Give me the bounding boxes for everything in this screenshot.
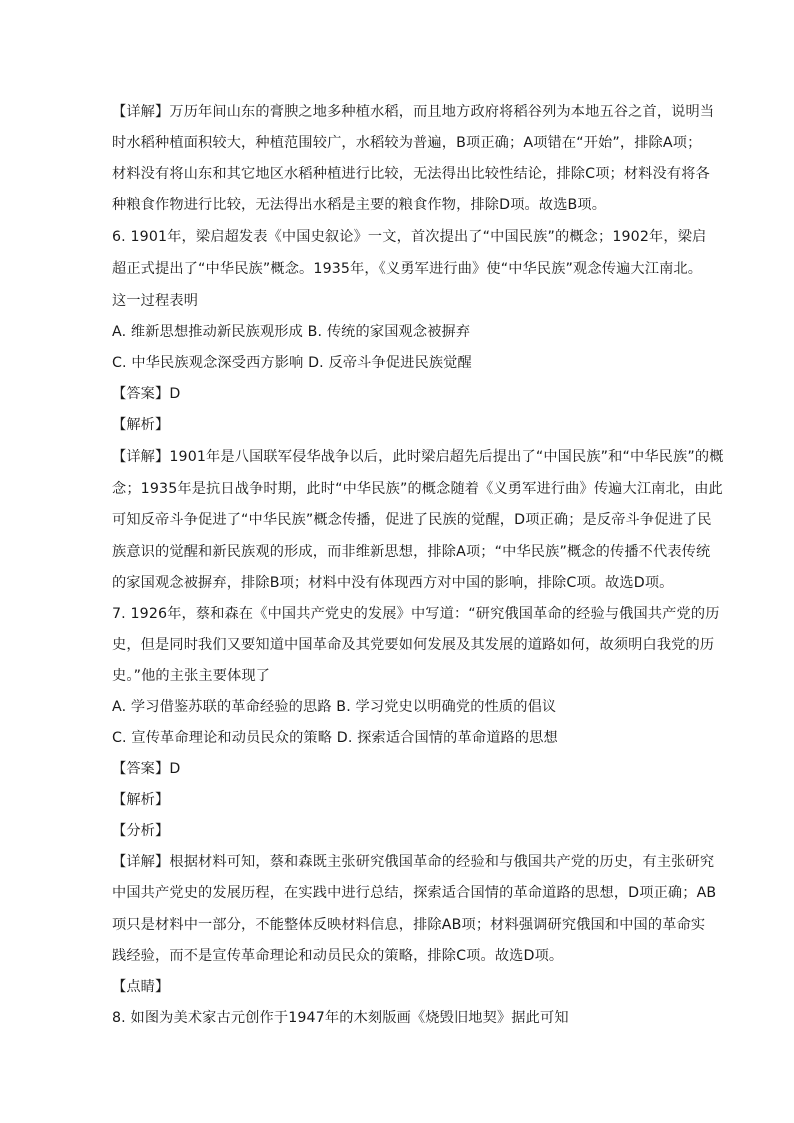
fenxi-label: 【分析】	[112, 823, 170, 839]
text-line: 这一过程表明	[112, 293, 199, 309]
answer-label: 【答案】D	[112, 761, 181, 777]
option-row: A. 维新思想推动新民族观形成 B. 传统的家国观念被摒弃	[112, 324, 471, 340]
text-line: 【详解】根据材料可知，蔡和森既主张研究俄国革命的经验和与俄国共产党的历史，有主张研究	[112, 854, 715, 870]
analysis-label: 【解析】	[112, 417, 170, 433]
text-line: 中国共产党史的发展历程，在实践中进行总结，探索适合国情的革命道路的思想，D项正确；AB	[112, 885, 717, 901]
text-line: 【详解】1901年是八国联军侵华战争以后，此时梁启超先后提出了“中国民族”和“中华民族”的概	[112, 449, 724, 465]
text-line: 可知反帝斗争促进了“中华民族”概念传播，促进了民族的觉醒，D项正确；是反帝斗争促进了民	[112, 512, 712, 528]
text-line: 时水稻种植面积较大，种植范围较广，水稻较为普遍，B项正确；A项错在“开始”，排除A项；	[112, 135, 702, 151]
text-line: 念；1935年是抗日战争时期，此时“中华民族”的概念随着《义勇军进行曲》传遍大江南北，由此	[112, 481, 723, 497]
text-line: 项只是材料中一部分，不能整体反映材料信息，排除AB项；材料强调研究俄国和中国的革命实	[112, 917, 706, 933]
analysis-label: 【解析】	[112, 792, 170, 808]
option-row: A. 学习借鉴苏联的革命经验的思路 B. 学习党史以明确党的性质的倡议	[112, 699, 557, 715]
text-line: 的家国观念被摒弃，排除B项；材料中没有体现西方对中国的影响，排除C项。故选D项。	[112, 575, 674, 591]
question-8-stem: 8. 如图为美术家古元创作于1947年的木刻版画《烧毁旧地契》据此可知	[112, 1010, 569, 1026]
text-line: 践经验，而不是宣传革命理论和动员民众的策略，排除C项。故选D项。	[112, 948, 564, 964]
text-line: 族意识的觉醒和新民族观的形成，而非维新思想，排除A项；“中华民族”概念的传播不代表传统	[112, 544, 711, 560]
text-line: 材料没有将山东和其它地区水稻种植进行比较，无法得出比较性结论，排除C项；材料没有将各	[112, 166, 710, 182]
text-line: 史，但是同时我们又要知道中国革命及其党要如何发展及其发展的道路如何，故须明白我党的历	[112, 637, 715, 653]
text-line: 【详解】万历年间山东的膏腴之地多种植水稻，而且地方政府将稻谷列为本地五谷之首，说明当	[112, 104, 715, 120]
text-line: 史。”他的主张主要体现了	[112, 668, 271, 684]
text-line: 超正式提出了“中华民族”概念。1935年，《义勇军进行曲》使“中华民族”观念传遍大江南北。	[112, 261, 703, 277]
option-row: C. 宣传革命理论和动员民众的策略 D. 探索适合国情的革命道路的思想	[112, 730, 558, 746]
answer-label: 【答案】D	[112, 386, 181, 402]
question-6-stem: 6. 1901年，梁启超发表《中国史叙论》一文，首次提出了“中国民族”的概念；1902年，梁启	[112, 229, 707, 245]
option-row: C. 中华民族观念深受西方影响 D. 反帝斗争促进民族觉醒	[112, 355, 472, 371]
question-7-stem: 7. 1926年，蔡和森在《中国共产党史的发展》中写道：“研究俄国革命的经验与俄国共产党的历	[112, 606, 720, 622]
text-line: 种粮食作物进行比较，无法得出水稻是主要的粮食作物，排除D项。故选B项。	[112, 197, 607, 213]
dianjing-label: 【点睛】	[112, 979, 170, 995]
